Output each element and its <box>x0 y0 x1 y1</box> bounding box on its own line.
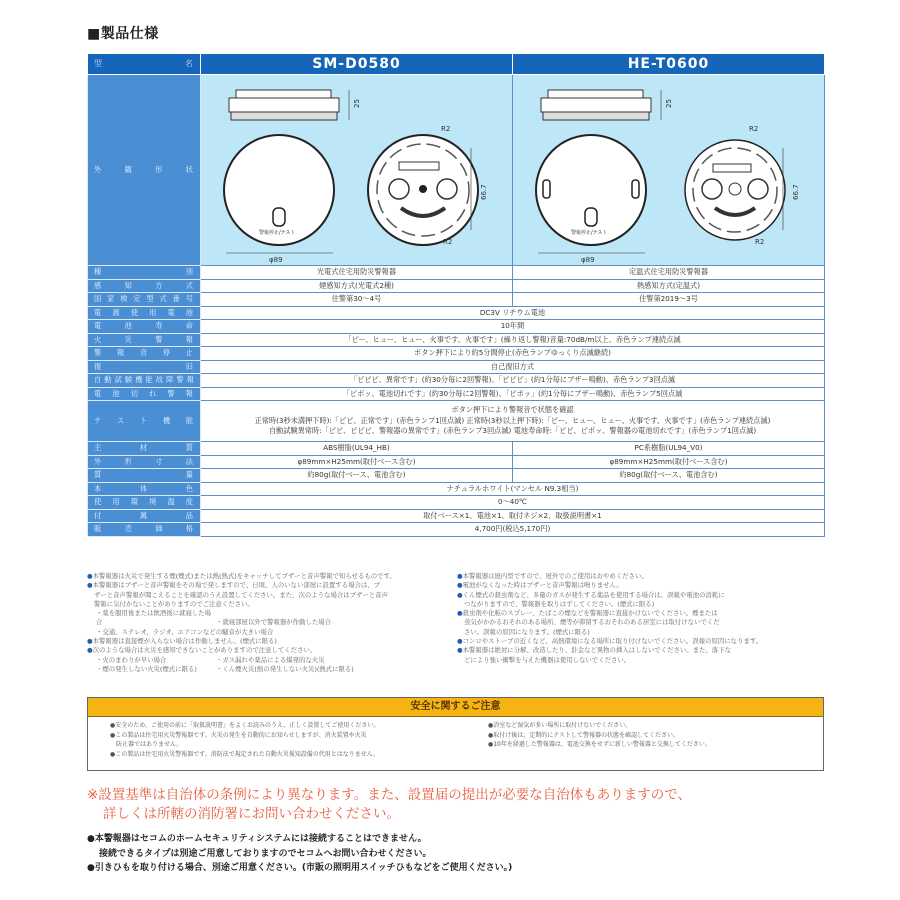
cell: 光電式住宅用防災警報器 <box>201 266 513 280</box>
safety-item: ●浴室など湿気が多い場所に取付けないでください。 <box>488 722 632 729</box>
svg-text:R2: R2 <box>441 125 451 133</box>
test-line: 正常時(3秒未満押下時):「ピピ、正常です」(赤色ランプ1回点滅) 正常時(3秒以上押下時):「ピー、ヒュー、ヒュー、火事です、火事です」(赤色ランプ連続点滅) <box>254 415 771 425</box>
note-subitem: ・就寝部屋以外で警報器が作動した場合 <box>216 618 332 627</box>
cell: 0〜40℃ <box>201 496 825 510</box>
test-line: 自動試験異常時:「ピピ、ピピピ、警報器の異常です」(赤色ランプ3回点滅) 電池寿命時:「ピピ、ピポッ、警報器の電池切れです」(赤色ランプ1回点滅) <box>268 426 757 436</box>
cell: DC3V リチウム電池 <box>201 306 825 320</box>
spec-row-battery-life <box>88 320 825 334</box>
product-drawing-he-t0600 <box>513 75 825 266</box>
bullet-icon: ● <box>457 637 463 646</box>
spec-row-fire-alarm <box>88 333 825 347</box>
note-text: くん煙式の殺虫剤など、多量のガスが発生する薬品を使用する場合は、誤報や電池の消耗に <box>462 590 725 599</box>
test-line: ボタン押下により警報音で状態を確認 <box>451 405 574 415</box>
cell: 住警第2019〜3号 <box>513 293 825 307</box>
bullet-icon: ● <box>457 581 463 590</box>
safety-item: ●安全のため、ご使用の前に「取扱説明書」をよくお読みのうえ、正しく設置してご使用ください。 <box>110 722 380 729</box>
row-label: 使用環境温度 <box>88 496 201 510</box>
bullet-icon: ● <box>87 637 93 646</box>
cell: 約80g(取付ベース、電池含む) <box>201 469 513 483</box>
note-text: 電池がなくなった時はブザーと音声警報は鳴りません。 <box>462 581 623 590</box>
svg-text:R2: R2 <box>749 125 759 133</box>
installation-warning <box>87 786 691 824</box>
spec-row-type <box>88 266 825 280</box>
row-label: 国家検定型式番号 <box>88 293 201 307</box>
cell: 10年間 <box>201 320 825 334</box>
note-text: ザーと音声警報が聞こえることを確認のうえ設置してください。また、次のような場合はブザーと音声 <box>94 590 388 599</box>
spec-row-temperature <box>88 496 825 510</box>
cell: 「ピポッ、電池切れです」(約30分毎に2回警報)、「ピポッ」(約1分毎にブザー鳴動)、赤色ランプ5回点滅 <box>201 387 825 401</box>
row-label: 復 旧 <box>88 360 201 374</box>
note-text: 本警報器は直接煙が入らない場合は作動しません。(煙式に限る) <box>92 637 277 646</box>
spec-row-price <box>88 523 825 537</box>
safety-item: ●この製品は住宅用火災警報器です。火災の発生を自動的にお知らせしますが、消火装置や火災 <box>110 731 367 739</box>
cell <box>201 401 825 442</box>
row-label: 質 量 <box>88 469 201 483</box>
note-text: コンロやストーブの近くなど、高熱環境になる場所に取り付けないでください。誤報の原因になります。 <box>462 637 763 646</box>
row-label: 電源使用電池 <box>88 306 201 320</box>
row-label: 型 名 <box>88 54 201 75</box>
row-label: 付 属 品 <box>88 509 201 523</box>
safety-notice-title: 安全に関するご注意 <box>88 698 823 717</box>
row-label: 警報音停止 <box>88 347 201 361</box>
note-text: 蒸気がかかるおそれのある場所、煙等が滞留するおそれのある居室には取付けないでくだ <box>464 618 720 627</box>
svg-text:R2: R2 <box>443 238 453 246</box>
bottom-notes <box>87 832 512 876</box>
note-text: 殺虫剤や化粧のスプレー、たばこの煙などを警報器に直接かけないでください。煙または <box>462 609 718 618</box>
note-text: 本警報器はブザーと音声警報をその場で発しますので、日頃、人のいない部屋に設置する場合は、ブ <box>92 581 381 590</box>
note-subitem: ・ガス漏れや薬品による爆発的な火災 <box>216 655 325 664</box>
row-label: 電 池 寿 命 <box>88 320 201 334</box>
bottom-note: ●引きひもを取り付ける場合、別途ご用意ください。(市販の照明用スイッチひもなどをご使用ください。) <box>87 863 513 873</box>
spec-row-weight <box>88 469 825 483</box>
cell: ボタン押下により約5分間停止(赤色ランプゆっくり点滅継続) <box>201 347 825 361</box>
cell: 「ピー、ヒュー、ヒュー、火事です、火事です」(繰り返し警報)音量:70dB/m以上、赤色ランプ連続点滅 <box>201 333 825 347</box>
spec-row-material <box>88 442 825 456</box>
safety-item: ●取付け後は、定期的にテストして警報器の状態を確認してください。 <box>488 731 679 739</box>
cell: φ89mm×H25mm(取付ベース含む) <box>201 455 513 469</box>
row-label: 外 観 形 状 <box>88 75 201 266</box>
model-row <box>88 54 825 75</box>
note-text: 本警報器は火災で発生する煙(煙式)または熱(熱式)をキャッチしてブザーと音声警報で知らせるものです。 <box>92 572 396 580</box>
cell: 煙感知方式(光電式2種) <box>201 279 513 293</box>
safety-item: ●10年を経過した警報器は、電池交換をせずに新しい警報器と交換してください。 <box>488 741 711 748</box>
note-text: 本警報器は絶対に分解、改造したり、針金など異物の挿入はしないでください。また、落下な <box>462 646 731 655</box>
spec-table <box>87 53 825 537</box>
cell: 住警第30〜4号 <box>201 293 513 307</box>
notes-right-column <box>457 572 824 665</box>
row-label: テ ス ト 機 能 <box>88 401 201 442</box>
note-text: 警報に気付かないことがありますのでご注意ください。 <box>94 599 254 608</box>
bullet-icon: ● <box>457 572 463 580</box>
svg-text:警報停止/テスト: 警報停止/テスト <box>571 230 608 236</box>
note-text: どにより強い衝撃を与えた機器は使用しないでください。 <box>464 655 631 664</box>
cell: 定温式住宅用防災警報器 <box>513 266 825 280</box>
cell: 自己復旧方式 <box>201 360 825 374</box>
svg-text:66.7: 66.7 <box>792 184 800 200</box>
cell: ABS樹脂(UL94_HB) <box>201 442 513 456</box>
svg-text:警報停止/テスト: 警報停止/テスト <box>259 230 296 236</box>
warning-line: 詳しくは所轄の消防署にお問い合わせください。 <box>103 806 400 822</box>
appearance-row <box>88 75 825 266</box>
model-name-he-t0600: HE-T0600 <box>513 54 825 75</box>
svg-text:66.7: 66.7 <box>480 184 488 200</box>
svg-text:φ89: φ89 <box>269 256 283 264</box>
note-text: つながりますので、警報器を取りはずしてください。(煙式に限る) <box>464 599 655 608</box>
safety-notice-box <box>87 697 824 771</box>
row-label: 火 災 警 報 <box>88 333 201 347</box>
bullet-icon: ● <box>457 609 463 618</box>
row-label: 本 体 色 <box>88 482 201 496</box>
bullet-icon: ● <box>457 590 463 599</box>
bullet-icon: ● <box>87 646 93 655</box>
svg-text:25: 25 <box>665 99 673 108</box>
cell: 「ピピピ、異常です」(約30分毎に2回警報)、「ピピピ」(約1分毎にブザー鳴動)、赤色ランプ3回点滅 <box>201 374 825 388</box>
spec-row-accessories <box>88 509 825 523</box>
safety-item: ●この製品は住宅用火災警報器です。消防法で規定された自動火災報知設備の代用とはなりません。 <box>110 750 380 758</box>
spec-row-certification <box>88 293 825 307</box>
bottom-note: 接続できるタイプは別途ご用意しておりますのでセコムへお問い合わせください。 <box>99 848 432 859</box>
cell: 熱感知方式(定温式) <box>513 279 825 293</box>
cell: 約80g(取付ベース、電池含む) <box>513 469 825 483</box>
spec-row-battery <box>88 306 825 320</box>
bullet-icon: ● <box>457 646 463 655</box>
bullet-icon: ● <box>87 572 93 580</box>
bullet-icon: ● <box>87 581 93 590</box>
row-label: 電池切れ警報 <box>88 387 201 401</box>
row-label: 種 別 <box>88 266 201 280</box>
spec-row-battery-alarm <box>88 387 825 401</box>
row-label: 感 知 方 式 <box>88 279 201 293</box>
spec-row-alarm-stop <box>88 347 825 361</box>
warning-line: ※設置基準は自治体の条例により異なります。また、設置届の提出が必要な自治体もありますので、 <box>87 787 691 803</box>
svg-text:R2: R2 <box>755 238 765 246</box>
safety-right-column <box>488 721 818 750</box>
note-subitem: ・火のまわりが早い場合 <box>96 655 167 664</box>
cell: φ89mm×H25mm(取付ベース含む) <box>513 455 825 469</box>
row-label: 販 売 価 格 <box>88 523 201 537</box>
page-title: ■製品仕様 <box>87 26 159 42</box>
note-subitem: ・薬を服用後または飲酒後に就寝した場合 <box>96 609 212 627</box>
smoke-detector-drawing-icon <box>201 76 511 264</box>
model-name-sm-d0580: SM-D0580 <box>201 54 513 75</box>
svg-text:25: 25 <box>353 99 361 108</box>
spec-row-color <box>88 482 825 496</box>
row-label: 自動試験機能故障警報 <box>88 374 201 388</box>
safety-left-column <box>110 721 490 759</box>
note-subitem: ・交通、ステレオ、ラジオ、エアコンなどの騒音が大きい場合 <box>96 627 274 636</box>
spec-row-fault-alarm <box>88 374 825 388</box>
cell: 取付ベース×1、電池×1、取付ネジ×2、取扱説明書×1 <box>201 509 825 523</box>
spec-row-test-function <box>88 401 825 442</box>
cell: PC系樹脂(UL94_V0) <box>513 442 825 456</box>
note-text: 本警報器は屋内型ですので、屋外でのご使用はおやめください。 <box>462 572 648 580</box>
row-label: 主 材 質 <box>88 442 201 456</box>
safety-item: 防止器ではありません。 <box>110 741 183 748</box>
cell: ナチュラルホワイト(マンセル N9.3相当) <box>201 482 825 496</box>
heat-detector-drawing-icon <box>513 76 823 264</box>
note-subitem: ・くん煙火災(熱の発生しない火災)(熱式に限る) <box>216 664 354 673</box>
note-text: さい。誤報の原因になります。(煙式に限る) <box>464 627 590 636</box>
note-text: 次のような場合は火災を感知できないことがありますので注意してください。 <box>92 646 317 655</box>
product-drawing-sm-d0580 <box>201 75 513 266</box>
spec-row-recovery <box>88 360 825 374</box>
spec-row-detection <box>88 279 825 293</box>
bottom-note: ●本警報器はセコムのホームセキュリティシステムには接続することはできません。 <box>87 834 427 844</box>
notes-left-column <box>87 572 457 674</box>
note-subitem: ・煙の発生しない火災(煙式に限る) <box>96 664 197 673</box>
cell: 4,700円(税込5,170円) <box>201 523 825 537</box>
row-label: 外 形 寸 法 <box>88 455 201 469</box>
spec-row-dimensions <box>88 455 825 469</box>
spec-table-container <box>87 53 824 537</box>
svg-text:φ89: φ89 <box>581 256 595 264</box>
